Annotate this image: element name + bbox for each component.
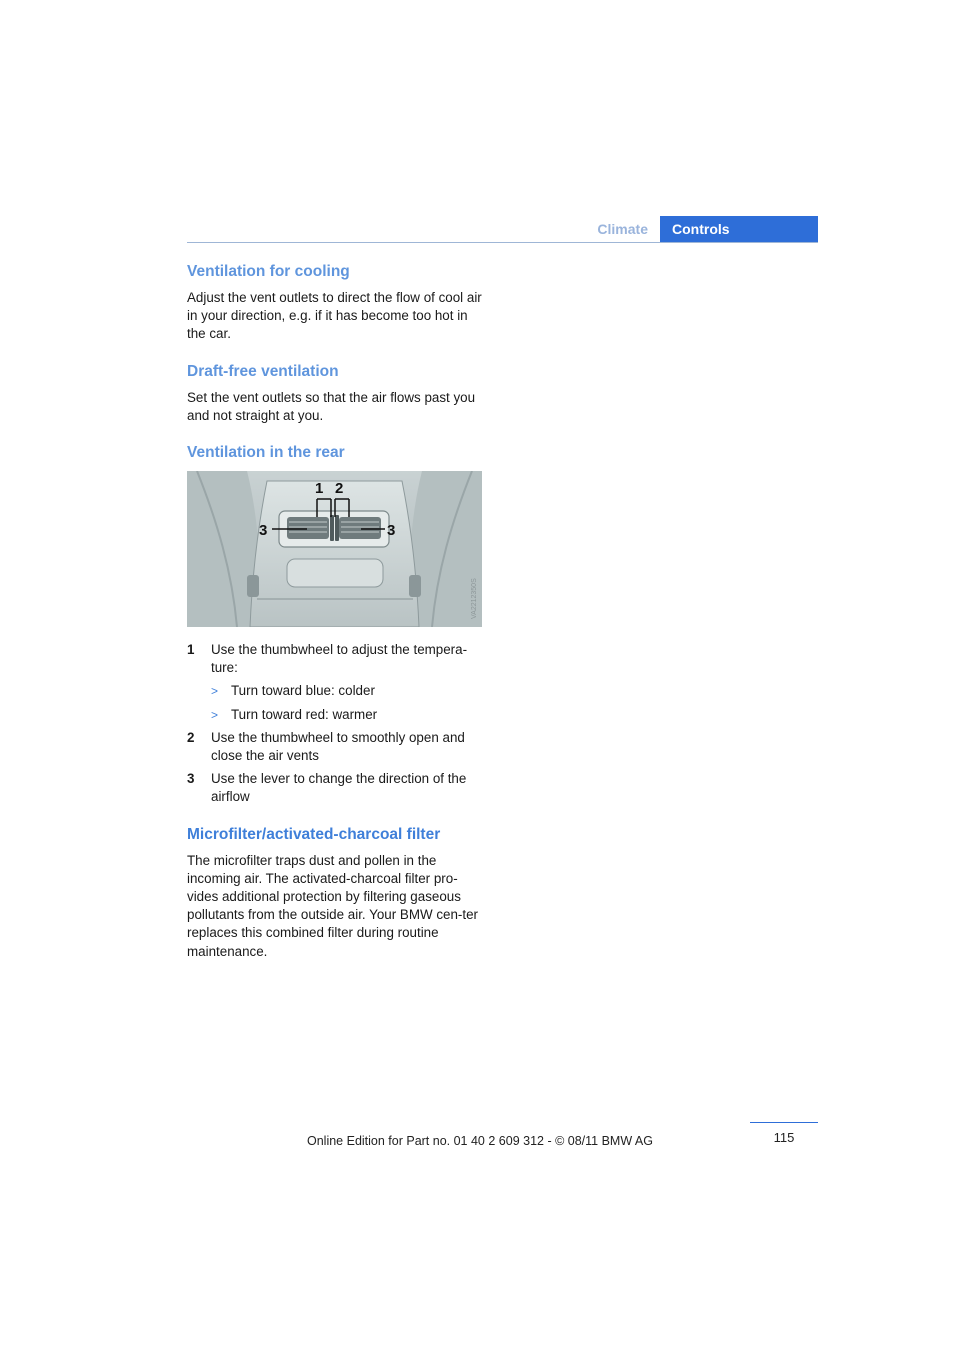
list-item [187,641,487,724]
list-item [187,729,487,765]
callout-1-label: 1 [315,480,324,498]
list-item [187,770,487,806]
header-chapter-tab: Controls [660,216,818,242]
header-divider [187,242,818,243]
text-microfilter: The microfilter traps dust and pollen in the incoming air. The activated-charcoal filter pro-vides additional protection by filtering gaseous pollutants from the outside air. Your BMW cen-ter replaces this combined filter during routine maintenance. [187,852,479,959]
page-number: 115 [773,1130,795,1145]
item-number: 3 [187,771,195,787]
sub-list-item [211,706,487,724]
heading-draft-free: Draft-free ventilation [187,362,339,380]
sub-item-text: Turn toward red: warmer [231,706,378,722]
rear-vent-illustration [187,471,482,627]
item-number: 2 [187,729,195,745]
sub-list-item [211,682,487,700]
heading-rear-ventilation: Ventilation in the rear [187,444,345,462]
item-text: Use the thumbwheel to adjust the tempera-ture: [211,642,468,676]
content-column [187,262,487,961]
callout-3-right-label: 3 [387,522,396,540]
header-section-label: Climate [597,221,648,237]
sub-list [211,682,487,723]
arrow-right-icon: > [211,684,219,699]
item-number: 1 [187,642,195,658]
rear-vent-legend [187,641,487,807]
heading-ventilation-cooling: Ventilation for cooling [187,263,350,280]
item-text: Use the thumbwheel to smoothly open and close the air vents [211,729,465,764]
arrow-right-icon: > [211,707,219,722]
page-number-rule [750,1122,818,1123]
callout-2-label: 2 [335,480,344,498]
sub-item-text: Turn toward blue: colder [231,683,375,699]
figure-code: VA2212350S [471,578,478,620]
text-draft-free: Set the vent outlets so that the air flows past you and not straight at you. [187,389,476,423]
callout-3-left-label: 3 [259,522,268,540]
heading-microfilter: Microfilter/activated-charcoal filter [187,825,441,843]
footer-edition: Online Edition for Part no. 01 40 2 609 312 - © 08/11 BMW AG [307,1134,653,1148]
text-ventilation-cooling: Adjust the vent outlets to direct the flow of cool air in your direction, e.g. if it has become too hot in the car. [187,290,482,342]
item-text: Use the lever to change the direction of the airflow [211,771,467,805]
